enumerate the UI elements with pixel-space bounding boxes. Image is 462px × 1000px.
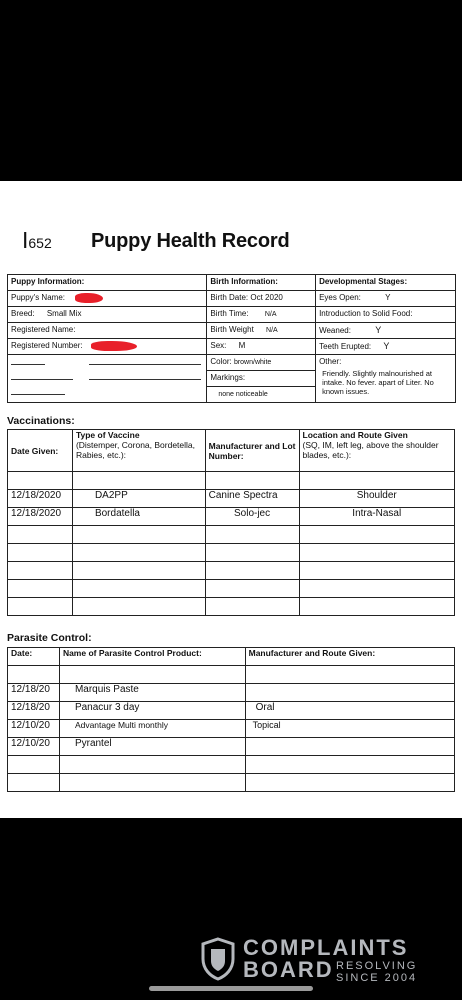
- table-row: [8, 756, 455, 774]
- parasite-col-product: [59, 648, 245, 666]
- table-row: [8, 598, 455, 616]
- birth-time-label: Birth Time:: [210, 309, 249, 318]
- weaned-cell: [316, 323, 456, 339]
- vacc-loc: Intra-Nasal: [299, 508, 455, 526]
- other-value: Friendly. Slightly malnourished at intake. No fever. apart of Liter. No known issues.: [322, 369, 434, 396]
- birth-info-header: Birth Information:: [207, 275, 316, 291]
- vacc-col-date: [8, 430, 73, 472]
- birth-date-cell: [207, 291, 316, 307]
- color-value: brown/white: [233, 359, 272, 366]
- dev-stages-header: Developmental Stages:: [316, 275, 456, 291]
- blank-line: [89, 379, 201, 380]
- sex-cell: [207, 339, 316, 355]
- solid-food-cell: [316, 307, 456, 323]
- vacc-mfr: Solo-jec: [205, 508, 299, 526]
- vaccinations-table: [7, 429, 455, 616]
- puppy-name-label: Puppy's Name:: [11, 293, 65, 302]
- parasite-col-mfr-label: Manufacturer and Route Given:: [248, 648, 376, 658]
- sex-label: Sex:: [210, 341, 227, 350]
- birth-date-value: Oct 2020: [250, 293, 283, 302]
- vacc-date: 12/18/2020: [8, 508, 73, 526]
- vaccinations-title: Vaccinations:: [7, 415, 75, 427]
- vacc-col-loc-sub: (SQ, IM, left leg, above the shoulder blades, etc.):: [302, 440, 439, 460]
- table-row: [8, 508, 455, 526]
- vacc-col-mfr: [205, 430, 299, 472]
- markings-value-cell: [207, 387, 316, 403]
- breed-cell: [8, 307, 207, 323]
- table-row: [8, 472, 455, 490]
- home-indicator[interactable]: [149, 986, 313, 991]
- page-title: Puppy Health Record: [91, 230, 290, 252]
- parasite-col-product-label: Name of Parasite Control Product:: [62, 648, 202, 658]
- parasite-product: Advantage Multi monthly: [59, 720, 245, 738]
- registered-name-cell: [8, 323, 207, 339]
- parasite-product: Marquis Paste: [59, 684, 245, 702]
- parasite-mfr: [245, 684, 454, 702]
- birth-date-label: Birth Date:: [210, 293, 249, 302]
- vacc-loc: Shoulder: [299, 490, 455, 508]
- table-row: [8, 562, 455, 580]
- color-cell: [207, 355, 316, 371]
- table-row: [8, 684, 455, 702]
- registered-number-label: Registered Number:: [11, 341, 83, 350]
- info-table: [7, 274, 456, 403]
- vacc-col-loc-label: Location and Route Given: [302, 430, 408, 440]
- parasite-title: Parasite Control:: [7, 632, 92, 644]
- puppy-name-cell: [8, 291, 207, 307]
- markings-value: none noticeable: [218, 391, 268, 398]
- parasite-col-date: [8, 648, 60, 666]
- blank-line: [11, 379, 73, 380]
- table-row: [8, 702, 455, 720]
- parasite-product: Panacur 3 day: [59, 702, 245, 720]
- teeth-value: Y: [383, 341, 390, 351]
- markings-cell: [207, 371, 316, 387]
- markings-label: Markings:: [210, 373, 246, 382]
- registered-name-label: Registered Name:: [11, 325, 76, 334]
- weaned-label: Weaned:: [319, 326, 351, 335]
- eyes-open-value: Y: [385, 293, 391, 302]
- watermark-word1: COMPLAINTS: [243, 935, 409, 960]
- table-row: [8, 720, 455, 738]
- eyes-open-label: Eyes Open:: [319, 293, 361, 302]
- blank-lines: [11, 355, 203, 401]
- redaction-mark: [75, 293, 103, 303]
- parasite-mfr: Topical: [245, 720, 454, 738]
- record-id-prefix: I: [22, 227, 29, 253]
- parasite-col-mfr: [245, 648, 454, 666]
- vacc-col-type-sub: (Distemper, Corona, Bordetella, Rabies, etc.):: [75, 440, 196, 460]
- other-label: Other:: [319, 357, 342, 366]
- vacc-col-type: [72, 430, 205, 472]
- other-cell: [316, 355, 456, 403]
- puppy-info-blank: [8, 355, 207, 403]
- teeth-cell: [316, 339, 456, 355]
- parasite-product: Pyrantel: [59, 738, 245, 756]
- parasite-date: 12/10/20: [8, 738, 60, 756]
- eyes-open-cell: [316, 291, 456, 307]
- redaction-mark: [91, 341, 137, 351]
- shield-logo-icon: [200, 937, 236, 981]
- parasite-mfr: [245, 738, 454, 756]
- vacc-col-type-label: Type of Vaccine: [75, 430, 140, 440]
- health-record-page: [0, 181, 462, 818]
- breed-label: Breed:: [11, 309, 35, 318]
- watermark-word2: BOARD: [243, 957, 334, 982]
- parasite-date: 12/18/20: [8, 702, 60, 720]
- parasite-date: 12/18/20: [8, 684, 60, 702]
- color-label: Color:: [210, 357, 232, 366]
- table-row: [8, 774, 455, 792]
- vacc-col-mfr-label: Manufacturer and Lot Number:: [208, 440, 296, 461]
- record-id-number: 652: [28, 235, 52, 251]
- blank-line: [89, 364, 201, 365]
- blank-line: [11, 364, 45, 365]
- birth-weight-label: Birth Weight: [210, 325, 254, 334]
- table-row: [8, 580, 455, 598]
- weaned-value: Y: [375, 325, 382, 335]
- parasite-table: [7, 647, 455, 792]
- vacc-mfr: Canine Spectra: [205, 490, 299, 508]
- breed-value: Small Mix: [46, 309, 82, 318]
- birth-time-cell: [207, 307, 316, 323]
- record-id: [22, 227, 52, 254]
- vacc-type: Bordatella: [72, 508, 205, 526]
- table-row: [8, 666, 455, 684]
- teeth-label: Teeth Erupted:: [319, 342, 372, 351]
- vacc-date: 12/18/2020: [8, 490, 73, 508]
- blank-line: [11, 394, 65, 395]
- vacc-type: DA2PP: [72, 490, 205, 508]
- table-row: [8, 544, 455, 562]
- parasite-mfr: Oral: [245, 702, 454, 720]
- puppy-info-header: Puppy Information:: [8, 275, 207, 291]
- solid-food-label: Introduction to Solid Food:: [319, 309, 413, 318]
- sex-value: M: [238, 341, 246, 350]
- watermark-tag1: RESOLVING: [336, 960, 418, 972]
- birth-weight-cell: [207, 323, 316, 339]
- registered-number-cell: [8, 339, 207, 355]
- table-row: [8, 490, 455, 508]
- table-row: [8, 526, 455, 544]
- vacc-col-date-label: Date Given:: [11, 445, 59, 456]
- birth-time-value: N/A: [264, 311, 277, 318]
- parasite-date: 12/10/20: [8, 720, 60, 738]
- vacc-col-loc: [299, 430, 455, 472]
- table-row: [8, 738, 455, 756]
- birth-weight-value: N/A: [266, 327, 278, 334]
- parasite-col-date-label: Date:: [11, 648, 33, 658]
- watermark-tag2: SINCE 2004: [336, 972, 418, 984]
- complaints-board-watermark: [200, 935, 440, 985]
